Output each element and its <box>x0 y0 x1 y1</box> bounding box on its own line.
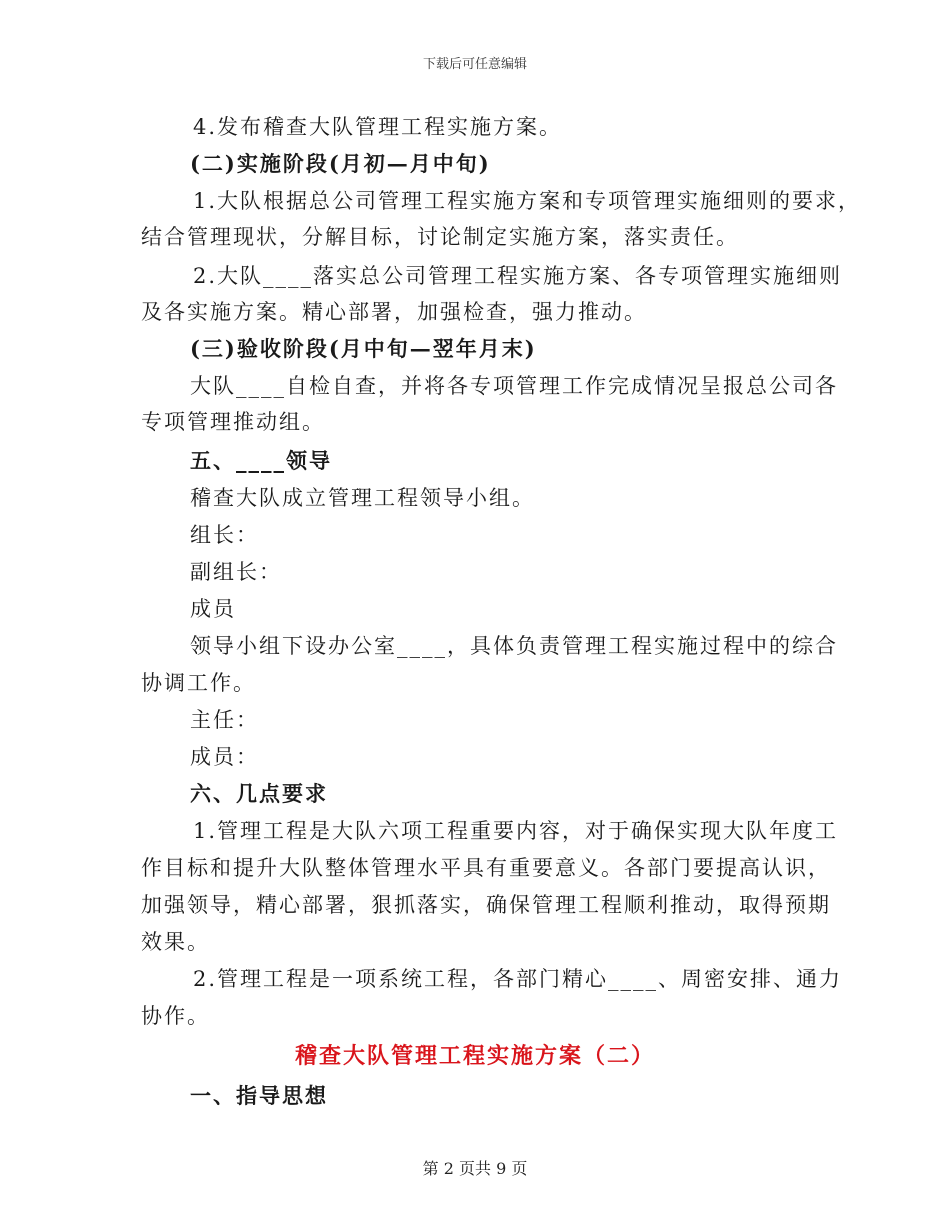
page-header: 下载后可任意编辑 <box>422 57 527 72</box>
paragraph-line: 效果。 <box>141 930 210 954</box>
paragraph-line: 加强领导，精心部署，狠抓落实，确保管理工程顺利推动，取得预期 <box>141 893 831 917</box>
paragraph-line: 主任： <box>190 708 259 732</box>
section-heading: 一、指导思想 <box>190 1083 328 1108</box>
paragraph-line: 大队____自检自查，并将各专项管理工作完成情况呈报总公司各 <box>190 374 838 398</box>
paragraph-line: 稽查大队成立管理工程领导小组。 <box>190 486 535 510</box>
page-footer: 第 2 页共 9 页 <box>422 1159 528 1178</box>
paragraph-line: 专项管理推动组。 <box>141 410 325 434</box>
section-heading: (二)实施阶段(月初—月中旬) <box>190 151 491 176</box>
paragraph-line: 2.管理工程是一项系统工程，各部门精心____、周密安排、通力 <box>193 967 843 991</box>
paragraph-line: 组长： <box>190 523 259 547</box>
paragraph-line: 成员 <box>190 597 236 621</box>
paragraph-line: 结合管理现状，分解目标，讨论制定实施方案，落实责任。 <box>141 225 739 249</box>
paragraph-line: 1.大队根据总公司管理工程实施方案和专项管理实施细则的要求， <box>193 189 862 213</box>
section-heading: 五、____领导 <box>190 448 332 473</box>
paragraph-line: 副组长： <box>190 560 282 584</box>
section-heading: 六、几点要求 <box>190 781 328 806</box>
document-title: 稽查大队管理工程实施方案（二） <box>294 1043 655 1069</box>
section-heading: (三)验收阶段(月中旬—翌年月末) <box>190 336 537 361</box>
paragraph-line: 2.大队____落实总公司管理工程实施方案、各专项管理实施细则 <box>193 264 843 288</box>
paragraph-line: 4.发布稽查大队管理工程实施方案。 <box>193 115 563 139</box>
paragraph-line: 及各实施方案。精心部署，加强检查，强力推动。 <box>141 300 647 324</box>
paragraph-line: 成员： <box>190 745 259 769</box>
paragraph-line: 作目标和提升大队整体管理水平具有重要意义。各部门要提高认识， <box>141 856 831 880</box>
paragraph-line: 协作。 <box>141 1004 210 1028</box>
paragraph-line: 1.管理工程是大队六项工程重要内容，对于确保实现大队年度工 <box>193 819 839 843</box>
paragraph-line: 协调工作。 <box>141 671 256 695</box>
paragraph-line: 领导小组下设办公室____，具体负责管理工程实施过程中的综合 <box>190 634 838 658</box>
